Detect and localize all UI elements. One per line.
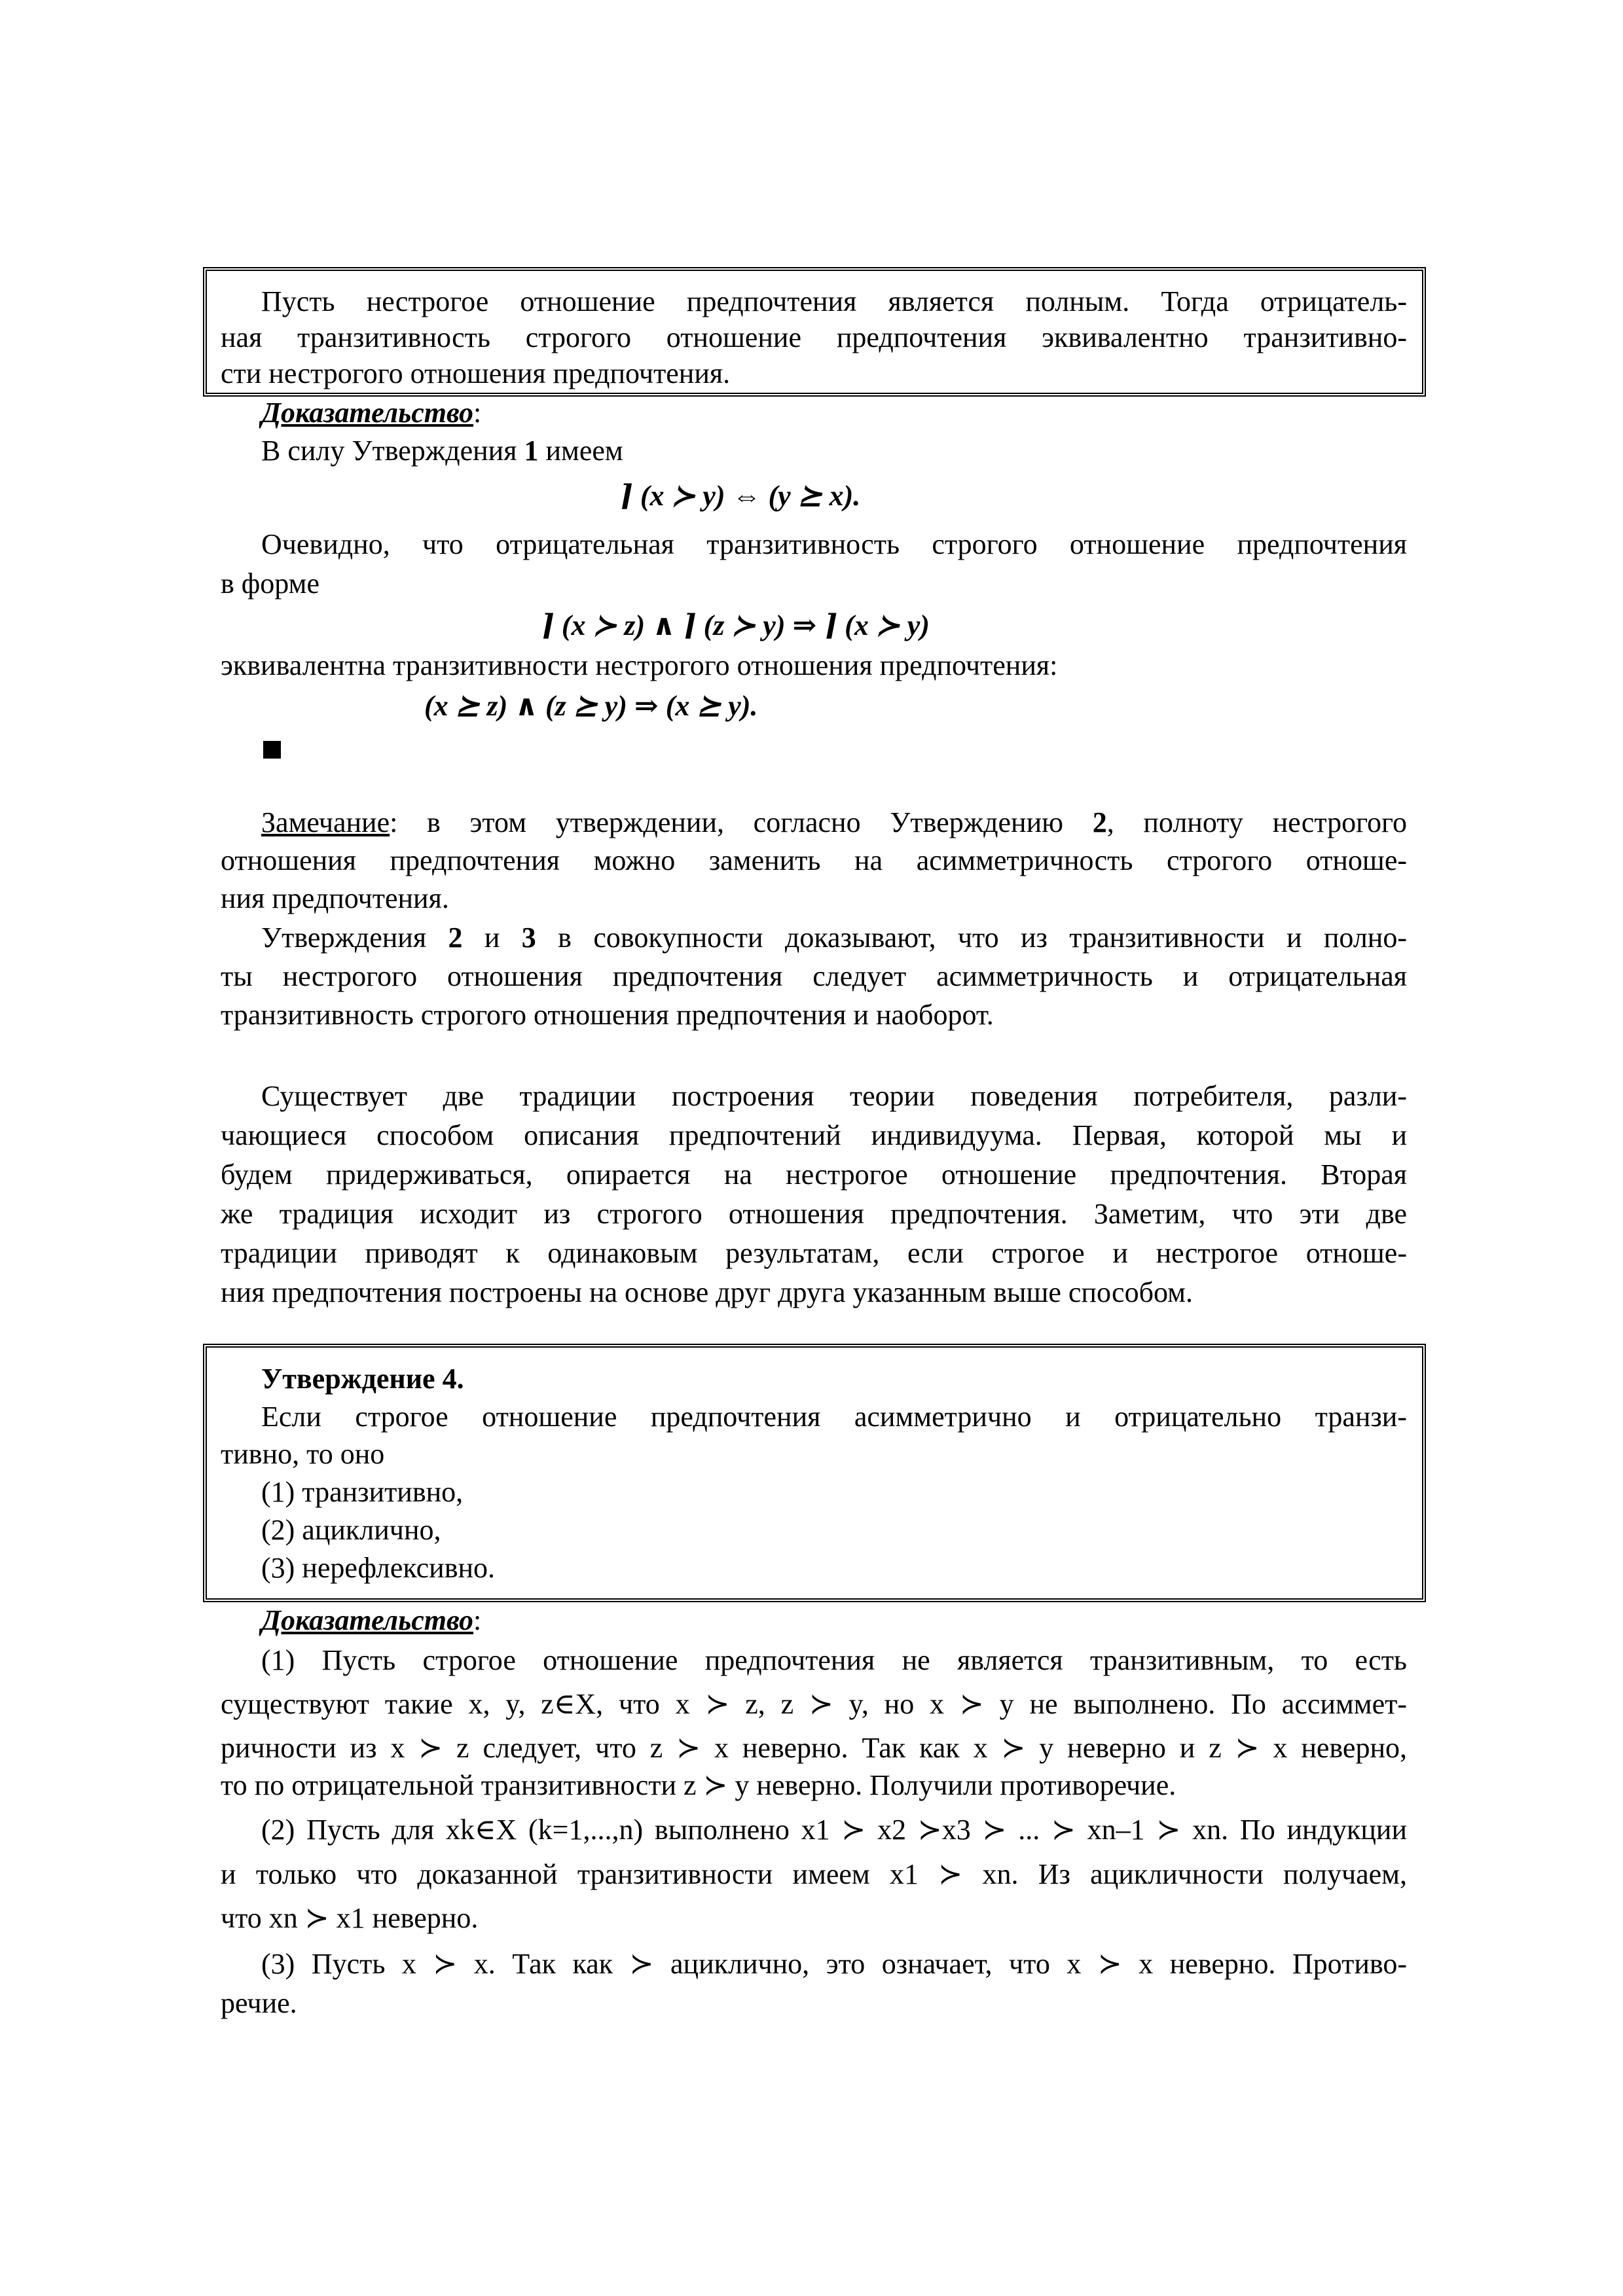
proof-3-intro: В силу Утверждения 1 имеем: [261, 435, 623, 467]
traditions-line-3: будем придерживаться, опирается на нестрогое отношение предпочтения. Вторая: [221, 1158, 1407, 1191]
claim-3-line-2: ная транзитивность строгого отношение предпочтения эквивалентно транзитивно-: [221, 321, 1407, 353]
traditions-line-5: традиции приводят к одинаковым результатам, если строгое и нестрогое отноше-: [221, 1237, 1407, 1269]
traditions-line-4: же традиция исходит из строгого отношения предпочтения. Заметим, что эти две: [221, 1198, 1407, 1230]
proof-4-p1-line-3: ричности из x ≻ z следует, что z ≻ x неверно. Так как x ≻ y неверно и z ≻ x неверно,: [221, 1732, 1407, 1764]
claim-4-line-2: тивно, то оно: [221, 1438, 385, 1470]
qed-square: [263, 741, 281, 759]
obvious-line-2: в форме: [221, 567, 319, 600]
claim-3-line-1: Пусть нестрогое отношение предпочтения является полным. Тогда отрицатель-: [261, 285, 1407, 317]
formula-1: ⌉ (x ≻ y) ⇔ (y ⪰ x).: [619, 480, 861, 512]
claim-4-item-3: (3) нерефлексивно.: [261, 1552, 496, 1584]
proof-3-heading: Доказательство:: [261, 397, 482, 429]
proof-4-p2-line-2: и только что доказанной транзитивности имеем x1 ≻ xn. Из ацикличности получаем,: [221, 1858, 1407, 1890]
proof-4-heading: Доказательство:: [261, 1604, 482, 1636]
proof-4-p3-line-1: (3) Пусть x ≻ x. Так как ≻ ациклично, это означает, что x ≻ x неверно. Противо-: [261, 1948, 1407, 1980]
obvious-line-1: Очевидно, что отрицательная транзитивность строгого отношение предпочтения: [261, 528, 1407, 560]
proof-4-p2-line-3: что xn ≻ x1 неверно.: [221, 1902, 479, 1934]
claim-4-item-2: (2) ациклично,: [261, 1514, 441, 1546]
claim-4-item-1: (1) транзитивно,: [261, 1476, 464, 1508]
remark-line-3: ния предпочтения.: [221, 882, 449, 914]
claim-3-line-3: сти нестрогого отношения предпочтения.: [221, 357, 731, 389]
proof-4-p1-line-1: (1) Пусть строгое отношение предпочтения не является транзитивным, то есть: [261, 1644, 1407, 1676]
proof-4-p1-line-4: то по отрицательной транзитивности z ≻ y неверно. Получили противоречие.: [221, 1769, 1176, 1801]
traditions-line-1: Существует две традиции построения теории поведения потребителя, разли-: [261, 1080, 1407, 1112]
combined-line-3: транзитивность строгого отношения предпочтения и наоборот.: [221, 999, 994, 1031]
formula-3: (x ⪰ z) ∧ (z ⪰ y) ⇒ (x ⪰ y).: [424, 690, 758, 722]
traditions-line-6: ния предпочтения построены на основе друг друга указанным выше способом.: [221, 1276, 1193, 1308]
proof-4-p1-line-2: существуют такие x, y, z∈X, что x ≻ z, z ≻ y, но x ≻ y не выполнено. По ассиммет-: [221, 1688, 1407, 1720]
proof-4-p2-line-1: (2) Пусть для xk∈X (k=1,...,n) выполнено x1 ≻ x2 ≻x3 ≻ ... ≻ xn–1 ≻ xn. По индукции: [261, 1814, 1407, 1846]
equiv-line: эквивалентна транзитивности нестрогого отношения предпочтения:: [221, 649, 1058, 681]
traditions-line-2: чающиеся способом описания предпочтений индивидуума. Первая, которой мы и: [221, 1119, 1407, 1151]
claim-4-line-1: Если строгое отношение предпочтения асимметрично и отрицательно транзи-: [261, 1401, 1407, 1433]
formula-2: ⌉ (x ≻ z) ∧ ⌉ (z ≻ y) ⇒ ⌉ (x ≻ y): [541, 609, 930, 641]
combined-line-2: ты нестрогого отношения предпочтения следует асимметричность и отрицательная: [221, 960, 1407, 992]
proof-4-p3-line-2: речие.: [221, 1987, 297, 2019]
combined-line-1: Утверждения 2 и 3 в совокупности доказывают, что из транзитивности и полно-: [261, 922, 1408, 954]
remark-line-1: Замечание: в этом утверждении, согласно Утверждению 2, полноту нестрогого: [261, 806, 1407, 838]
remark-line-2: отношения предпочтения можно заменить на асимметричность строгого отноше-: [221, 844, 1407, 876]
claim-4-title: Утверждение 4.: [261, 1363, 464, 1395]
